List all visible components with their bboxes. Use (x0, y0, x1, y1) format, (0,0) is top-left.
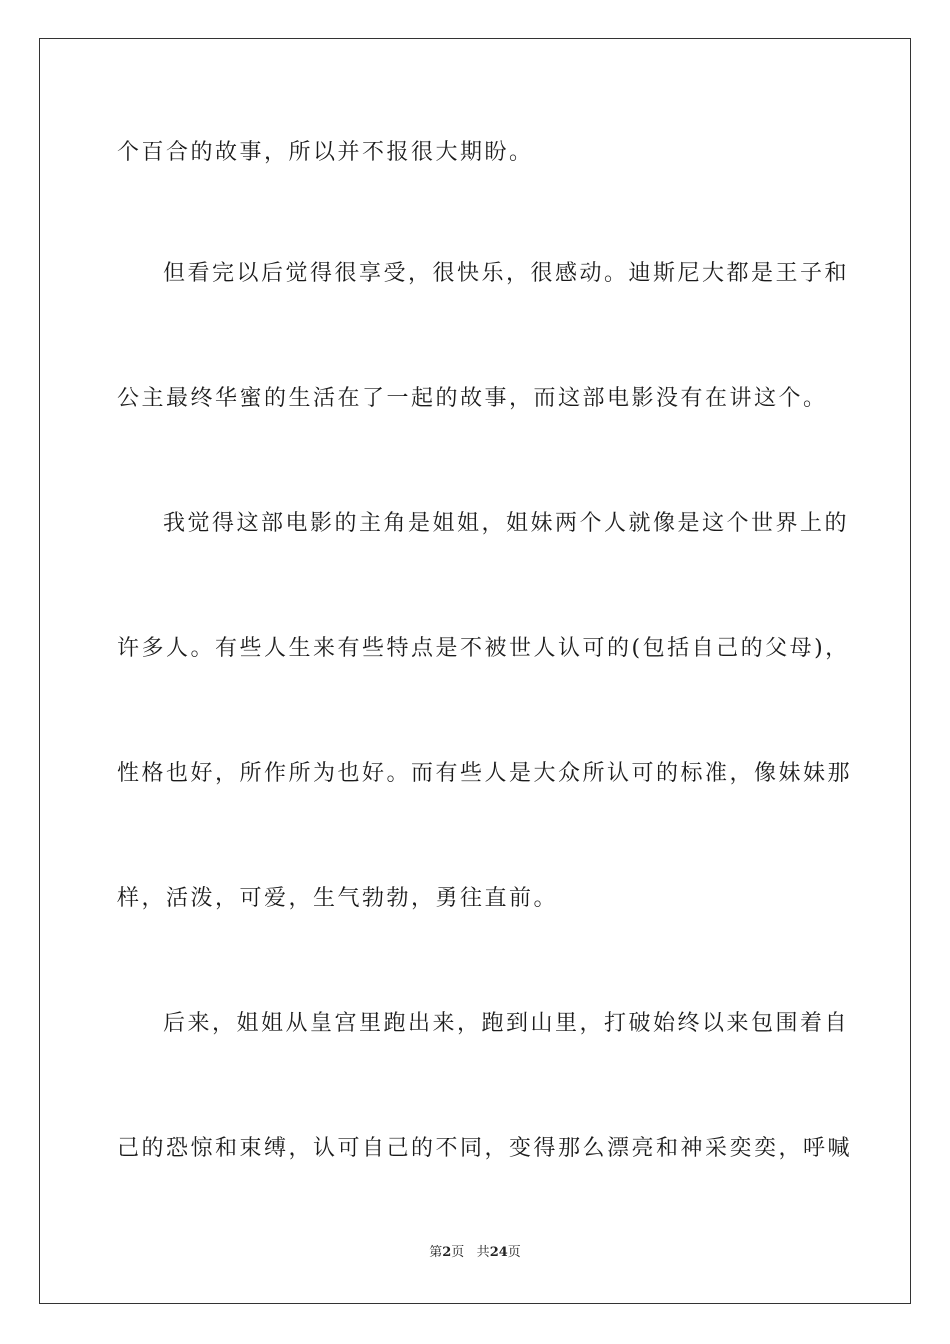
page-footer (0, 1244, 950, 1262)
body-text-line: 许多人。有些人生来有些特点是不被世人认可的(包括自己的父母)， (117, 636, 850, 661)
body-text-line: 后来，姐姐从皇宫里跑出来，跑到山里，打破始终以来包围着自 (163, 1011, 850, 1036)
body-text-line: 我觉得这部电影的主角是姐姐，姐妹两个人就像是这个世界上的 (163, 511, 850, 536)
body-text-line: 公主最终华蜜的生活在了一起的故事，而这部电影没有在讲这个。 (117, 386, 828, 411)
body-text-line: 性格也好，所作所为也好。而有些人是大众所认可的标准，像妹妹那 (117, 761, 853, 786)
body-text-line: 但看完以后觉得很享受，很快乐，很感动。迪斯尼大都是王子和 (163, 261, 850, 286)
footer-total-suffix: 页 (507, 1245, 521, 1260)
body-text-line: 样，活泼，可爱，生气勃勃，勇往直前。 (117, 886, 559, 911)
total-page-count: 24 (489, 1245, 508, 1260)
footer-prefix: 第 (429, 1245, 443, 1260)
current-page-number: 2 (442, 1245, 452, 1260)
page-border (39, 38, 911, 1304)
body-text-line: 个百合的故事，所以并不报很大期盼。 (117, 140, 534, 165)
body-text-line: 己的恐惊和束缚，认可自己的不同，变得那么漂亮和神采奕奕，呼喊 (117, 1136, 853, 1161)
footer-total-prefix: 共 (476, 1245, 490, 1260)
footer-page-suffix: 页 (451, 1245, 465, 1260)
